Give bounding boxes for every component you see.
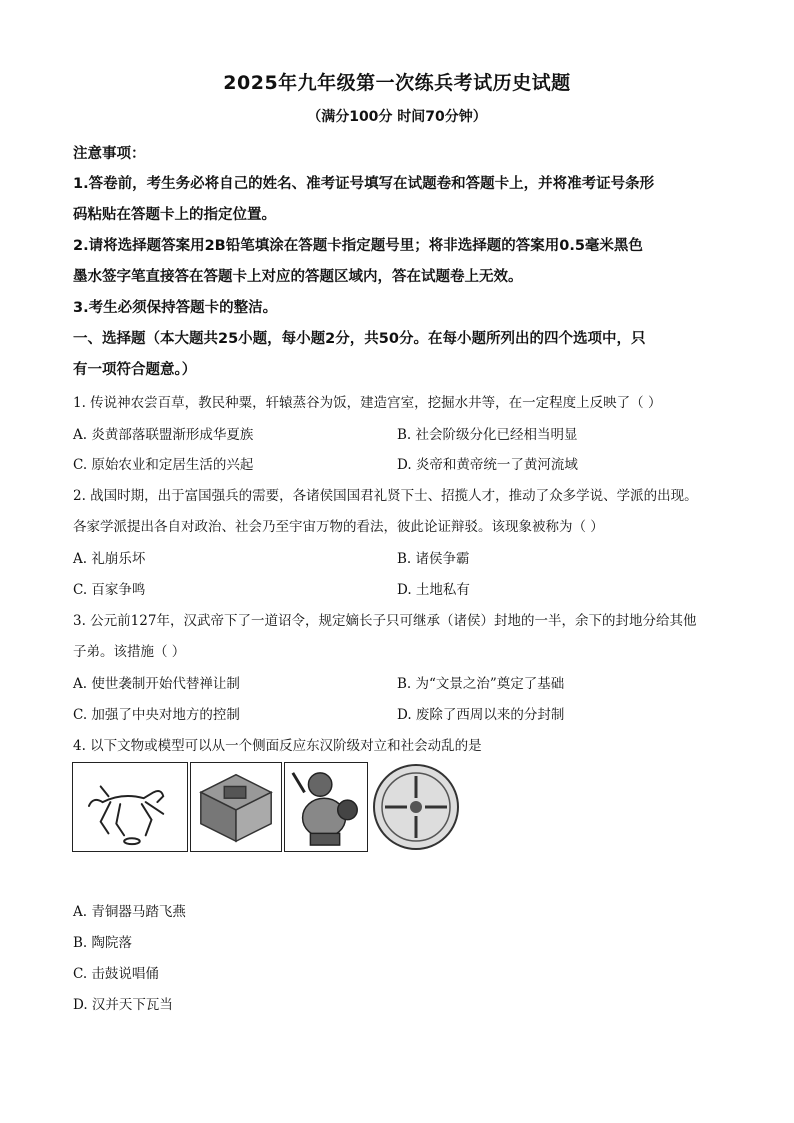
question-3-option-b[interactable]: B. 为“文景之治”奠定了基础 <box>397 676 565 692</box>
question-3-stem-line-2: 子弟。该措施（ ） <box>73 644 186 660</box>
question-2-option-a[interactable]: A. 礼崩乐坏 <box>73 551 146 567</box>
question-4-option-b[interactable]: B. 陶院落 <box>73 935 133 951</box>
question-3-stem-line-1: 3. 公元前127年，汉武帝下了一道诏令，规定嫡长子只可继承（诸侯）封地的一半，余下的封地分给其他 <box>73 613 697 629</box>
question-1-option-c[interactable]: C. 原始农业和定居生活的兴起 <box>73 457 254 473</box>
exam-subtitle: （满分100分 时间70分钟） <box>307 109 487 125</box>
question-2-stem-line-1: 2. 战国时期，出于富国强兵的需要，各诸侯国国君礼贤下士、招揽人才，推动了众多学说、学派的出现。 <box>73 488 698 504</box>
question-2-option-d[interactable]: D. 土地私有 <box>397 582 470 598</box>
question-3-option-a[interactable]: A. 使世袭制开始代替禅让制 <box>73 676 240 692</box>
question-1-option-b[interactable]: B. 社会阶级分化已经相当明显 <box>397 427 578 443</box>
roof-tile-end-image <box>370 762 462 852</box>
notice-item-2-line-1: 2.请将选择题答案用2B铅笔填涂在答题卡指定题号里；将非选择题的答案用0.5毫米黑色 <box>73 238 643 254</box>
question-3-option-d[interactable]: D. 废除了西周以来的分封制 <box>397 707 565 723</box>
question-4-stem: 4. 以下文物或模型可以从一个侧面反应东汉阶级对立和社会动乱的是 <box>73 738 482 754</box>
question-2-option-b[interactable]: B. 诸侯争霸 <box>397 551 470 567</box>
notice-item-1-line-1: 1.答卷前，考生务必将自己的姓名、准考证号填写在试题卷和答题卡上，并将准考证号条形 <box>73 176 655 192</box>
bronze-galloping-horse-image <box>72 762 188 852</box>
section-heading-line-2: 有一项符合题意。） <box>73 362 197 378</box>
notice-item-2-line-2: 墨水签字笔直接答在答题卡上对应的答题区域内，答在试题卷上无效。 <box>73 269 523 285</box>
pottery-courtyard-image <box>190 762 282 852</box>
section-heading-line-1: 一、选择题（本大题共25小题，每小题2分，共50分。在每小题所列出的四个选项中，只 <box>73 331 646 347</box>
notice-item-3: 3.考生必须保持答题卡的整洁。 <box>73 300 278 316</box>
question-1-option-d[interactable]: D. 炎帝和黄帝统一了黄河流域 <box>397 457 578 473</box>
question-4-option-a[interactable]: A. 青铜器马踏飞燕 <box>73 904 186 920</box>
question-1-stem: 1. 传说神农尝百草，教民种粟，轩辕蒸谷为饭，建造宫室，挖掘水井等，在一定程度上反映了（ ） <box>73 395 662 411</box>
question-1-option-a[interactable]: A. 炎黄部落联盟渐形成华夏族 <box>73 427 254 443</box>
question-2-stem-line-2: 各家学派提出各自对政治、社会乃至宇宙万物的看法，彼此论证辩驳。该现象被称为（ ） <box>73 519 604 535</box>
notice-heading: 注意事项： <box>73 146 146 162</box>
question-2-option-c[interactable]: C. 百家争鸣 <box>73 582 146 598</box>
exam-title: 2025年九年级第一次练兵考试历史试题 <box>223 72 571 94</box>
drumming-storyteller-figurine-image <box>284 762 368 852</box>
question-4-option-d[interactable]: D. 汉并天下瓦当 <box>73 997 173 1013</box>
question-4-option-c[interactable]: C. 击鼓说唱俑 <box>73 966 159 982</box>
question-3-option-c[interactable]: C. 加强了中央对地方的控制 <box>73 707 240 723</box>
question-4-image-strip <box>72 762 462 854</box>
notice-item-1-line-2: 码粘贴在答题卡上的指定位置。 <box>73 207 276 223</box>
